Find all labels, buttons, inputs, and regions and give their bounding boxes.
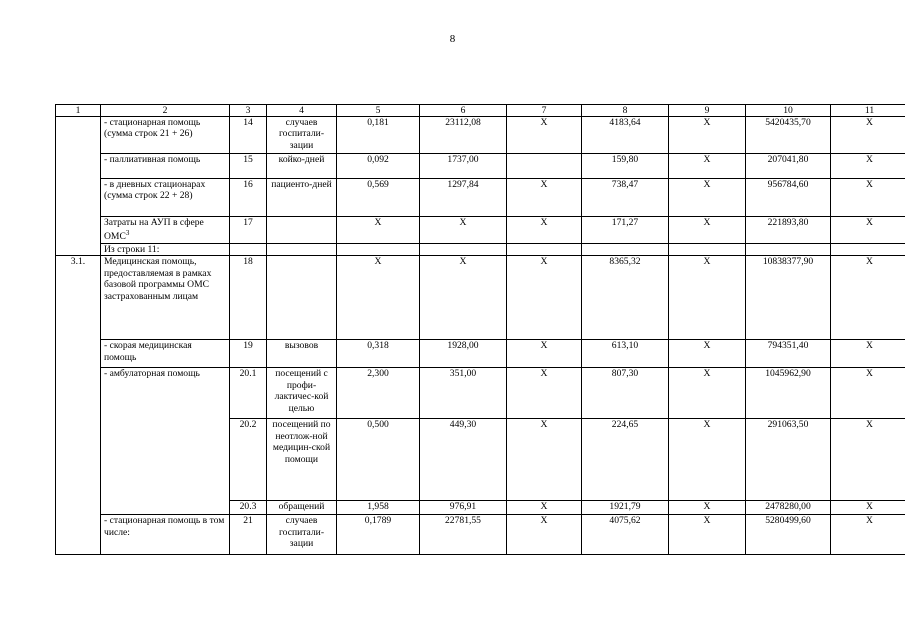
value-cell: X bbox=[669, 340, 746, 368]
value-cell: X bbox=[507, 256, 582, 340]
value-cell: X bbox=[669, 179, 746, 217]
value-cell: 207041,80 bbox=[746, 154, 831, 179]
value-cell: 738,47 bbox=[582, 179, 669, 217]
column-header: 6 bbox=[420, 105, 507, 117]
table-row bbox=[56, 179, 905, 217]
value-cell: X bbox=[831, 179, 905, 217]
line-code: 15 bbox=[230, 154, 267, 179]
value-cell: 1921,79 bbox=[582, 501, 669, 515]
value-cell: 976,91 bbox=[420, 501, 507, 515]
row-label: - стационарная помощь (сумма строк 21 + 26) bbox=[101, 117, 230, 154]
table-row bbox=[56, 154, 905, 179]
value-cell: X bbox=[831, 217, 905, 244]
value-cell: 794351,40 bbox=[746, 340, 831, 368]
empty-cell bbox=[420, 244, 507, 256]
unit-cell bbox=[267, 217, 337, 244]
line-code: 16 bbox=[230, 179, 267, 217]
value-cell: X bbox=[507, 368, 582, 419]
column-header: 3 bbox=[230, 105, 267, 117]
row-label-text: Затраты на АУП в сфере ОМС bbox=[104, 217, 204, 243]
value-cell: X bbox=[669, 117, 746, 154]
line-code: 17 bbox=[230, 217, 267, 244]
line-code: 20.1 bbox=[230, 368, 267, 419]
value-cell: 221893,80 bbox=[746, 217, 831, 244]
value-cell: X bbox=[507, 217, 582, 244]
empty-cell bbox=[831, 244, 905, 256]
table-row bbox=[56, 256, 905, 340]
unit-cell: случаев госпитали-зации bbox=[267, 117, 337, 154]
row-number-cell: 3.1. bbox=[56, 256, 101, 555]
unit-cell: посещений по неотлож-ной медицин-ской помощи bbox=[267, 419, 337, 501]
value-cell: X bbox=[831, 419, 905, 501]
unit-cell: случаев госпитали-зации bbox=[267, 515, 337, 555]
value-cell: X bbox=[669, 515, 746, 555]
value-cell: X bbox=[831, 515, 905, 555]
value-cell: 1297,84 bbox=[420, 179, 507, 217]
unit-cell: посещений с профи-лактичес-кой целью bbox=[267, 368, 337, 419]
value-cell: X bbox=[669, 419, 746, 501]
value-cell bbox=[507, 154, 582, 179]
value-cell: X bbox=[669, 154, 746, 179]
line-code: 14 bbox=[230, 117, 267, 154]
line-code: 18 bbox=[230, 256, 267, 340]
column-header: 10 bbox=[746, 105, 831, 117]
value-cell: 0,569 bbox=[337, 179, 420, 217]
row-label: - скорая медицинская помощь bbox=[101, 340, 230, 368]
value-cell: 4183,64 bbox=[582, 117, 669, 154]
line-code: 20.3 bbox=[230, 501, 267, 515]
value-cell: 159,80 bbox=[582, 154, 669, 179]
value-cell: X bbox=[831, 256, 905, 340]
value-cell: X bbox=[831, 154, 905, 179]
column-header: 7 bbox=[507, 105, 582, 117]
column-header: 4 bbox=[267, 105, 337, 117]
value-cell: X bbox=[507, 179, 582, 217]
line-code: 21 bbox=[230, 515, 267, 555]
value-cell: 4075,62 bbox=[582, 515, 669, 555]
empty-cell bbox=[746, 244, 831, 256]
row-number-cell bbox=[56, 117, 101, 256]
table-header-row bbox=[56, 105, 905, 117]
column-header: 1 bbox=[56, 105, 101, 117]
value-cell: X bbox=[420, 256, 507, 340]
column-header: 11 bbox=[831, 105, 905, 117]
empty-cell bbox=[507, 244, 582, 256]
value-cell: 1045962,90 bbox=[746, 368, 831, 419]
table-row bbox=[56, 368, 905, 419]
page-number: 8 bbox=[449, 33, 456, 45]
value-cell: 5420435,70 bbox=[746, 117, 831, 154]
value-cell: X bbox=[831, 340, 905, 368]
data-table bbox=[55, 104, 905, 555]
value-cell: 22781,55 bbox=[420, 515, 507, 555]
row-label bbox=[101, 217, 230, 244]
line-code: 19 bbox=[230, 340, 267, 368]
footnote-marker: 3 bbox=[125, 229, 130, 238]
row-label: Из строки 11: bbox=[101, 244, 230, 256]
table-row bbox=[56, 515, 905, 555]
value-cell: X bbox=[507, 501, 582, 515]
unit-cell bbox=[267, 256, 337, 340]
value-cell: 613,10 bbox=[582, 340, 669, 368]
column-header: 8 bbox=[582, 105, 669, 117]
value-cell: 351,00 bbox=[420, 368, 507, 419]
table-row bbox=[56, 244, 905, 256]
column-header: 2 bbox=[101, 105, 230, 117]
value-cell: X bbox=[507, 515, 582, 555]
value-cell: 171,27 bbox=[582, 217, 669, 244]
value-cell: 10838377,90 bbox=[746, 256, 831, 340]
value-cell: X bbox=[337, 256, 420, 340]
empty-cell bbox=[337, 244, 420, 256]
value-cell: X bbox=[669, 368, 746, 419]
value-cell: 1737,00 bbox=[420, 154, 507, 179]
value-cell: X bbox=[507, 419, 582, 501]
value-cell: 0,181 bbox=[337, 117, 420, 154]
value-cell: 956784,60 bbox=[746, 179, 831, 217]
value-cell: X bbox=[507, 117, 582, 154]
table-row bbox=[56, 117, 905, 154]
table-row bbox=[56, 340, 905, 368]
value-cell: X bbox=[507, 340, 582, 368]
value-cell: 2478280,00 bbox=[746, 501, 831, 515]
value-cell: 449,30 bbox=[420, 419, 507, 501]
value-cell: 5280499,60 bbox=[746, 515, 831, 555]
unit-cell: обращений bbox=[267, 501, 337, 515]
value-cell: 0,318 bbox=[337, 340, 420, 368]
unit-cell: койко-дней bbox=[267, 154, 337, 179]
value-cell: X bbox=[420, 217, 507, 244]
value-cell: 807,30 bbox=[582, 368, 669, 419]
value-cell: X bbox=[831, 117, 905, 154]
value-cell: 1,958 bbox=[337, 501, 420, 515]
value-cell: 2,300 bbox=[337, 368, 420, 419]
value-cell: X bbox=[337, 217, 420, 244]
empty-cell bbox=[582, 244, 669, 256]
value-cell: 8365,32 bbox=[582, 256, 669, 340]
value-cell: 291063,50 bbox=[746, 419, 831, 501]
value-cell: X bbox=[831, 501, 905, 515]
row-label: Медицинская помощь, предоставляемая в рамках базовой программы ОМС застрахованным лицам bbox=[101, 256, 230, 340]
unit-cell: вызовов bbox=[267, 340, 337, 368]
row-label: - стационарная помощь в том числе: bbox=[101, 515, 230, 555]
unit-cell: пациенто-дней bbox=[267, 179, 337, 217]
value-cell: X bbox=[831, 368, 905, 419]
value-cell: 0,500 bbox=[337, 419, 420, 501]
value-cell: 1928,00 bbox=[420, 340, 507, 368]
value-cell: 224,65 bbox=[582, 419, 669, 501]
empty-cell bbox=[267, 244, 337, 256]
table-row bbox=[56, 217, 905, 244]
value-cell: 0,1789 bbox=[337, 515, 420, 555]
empty-cell bbox=[230, 244, 267, 256]
value-cell: X bbox=[669, 217, 746, 244]
value-cell: 23112,08 bbox=[420, 117, 507, 154]
line-code: 20.2 bbox=[230, 419, 267, 501]
row-label: - амбулаторная помощь bbox=[101, 368, 230, 515]
empty-cell bbox=[669, 244, 746, 256]
column-header: 9 bbox=[669, 105, 746, 117]
column-header: 5 bbox=[337, 105, 420, 117]
value-cell: 0,092 bbox=[337, 154, 420, 179]
row-label: - в дневных стационарах (сумма строк 22 + 28) bbox=[101, 179, 230, 217]
value-cell: X bbox=[669, 256, 746, 340]
value-cell: X bbox=[669, 501, 746, 515]
row-label: - паллиативная помощь bbox=[101, 154, 230, 179]
